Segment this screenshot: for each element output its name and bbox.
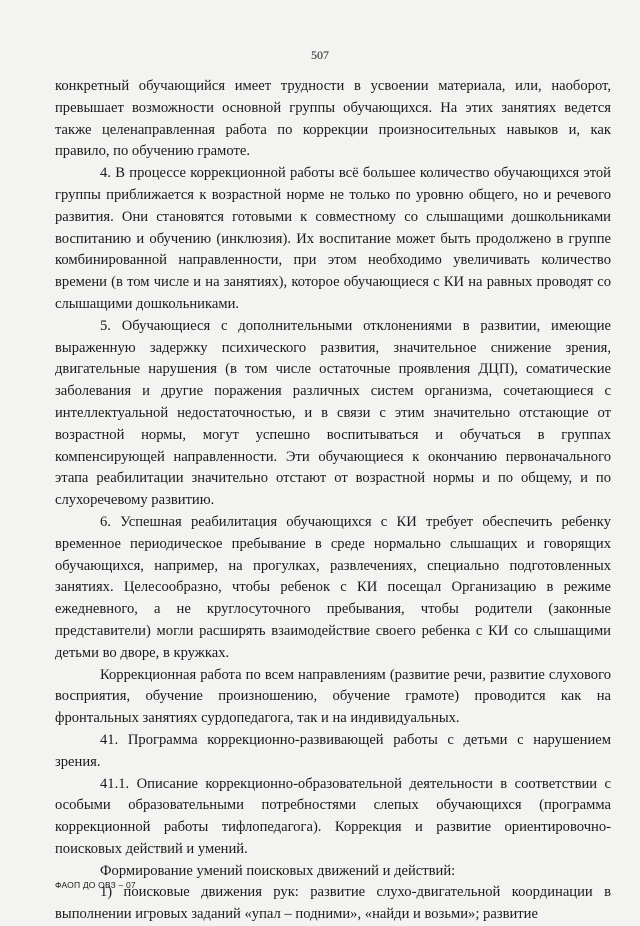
paragraph-section-41: 41. Программа коррекционно-развивающей работы с детьми с нарушением зрения. xyxy=(55,731,611,770)
paragraph-correction-work: Коррекционная работа по всем направлениям (развитие речи, развитие слухового восприятия, обучение произношению, обучение грамоте) проводится как на фронтальных занятиях сурдопедагога, так и на индивидуальных. xyxy=(55,666,611,727)
paragraph-item-5: 5. Обучающиеся с дополнительными отклонениями в развитии, имеющие выраженную задержку психического развития, значительное снижение зрения, двигательные нарушения (в том числе остаточные проявления ДЦП), соматические заболевания и другие поражения различных систем организма, сочетающиеся с интеллектуальной недостаточностью, и в связи с этим значительно отстающие от возрастной нормы, могут успешно воспитываться и обучаться в группах компенсирующей направленности. Эти обучающиеся к окончанию первоначального этапа реабилитации значительно отстают от возрастной нормы и по общему, и по слухоречевому развитию. xyxy=(55,317,611,509)
paragraph-search-skills: Формирование умений поисковых движений и действий: xyxy=(100,862,456,879)
paragraph-section-41-1: 41.1. Описание коррекционно-образовательной деятельности в соответствии с особыми образовательными потребностями слепых обучающихся (программа коррекционной работы тифлопедагога). Коррекция и развитие ориентировочно-поисковых действий и умений. xyxy=(55,775,611,857)
paragraph-item-4: 4. В процессе коррекционной работы всё большее количество обучающихся этой группы приближается к возрастной норме не только по уровню общего, но и речевого развития. Они становятся готовыми к совместному со слышащими дошкольниками воспитанию и обучению (инклюзия). Их воспитание может быть продолжено в группе комбинированной направленности, при этом необходимо увеличивать количество времени (в том числе и на занятиях), которое обучающиеся с КИ на равных проводят со слышащими дошкольниками. xyxy=(55,165,611,312)
paragraph-continuation: конкретный обучающийся имеет трудности в усвоении материала, или, наоборот, превышает возможности основной группы обучающихся. На этих занятиях ведется также целенаправленная работа по коррекции произносительных навыков и, как правило, по обучению грамоте. xyxy=(55,78,611,160)
paragraph-list-item-1: 1) поисковые движения рук: развитие слухо-двигательной координации в выполнении игровых заданий «упал – подними», «найди и возьми»; развитие xyxy=(55,884,611,923)
body-text xyxy=(55,76,611,926)
page-footer: ФАОП ДО ОВЗ – 07 xyxy=(55,880,136,890)
paragraph-item-6: 6. Успешная реабилитация обучающихся с КИ требует обеспечить ребенку временное периодическое пребывание в среде нормально слышащих и говорящих обучающихся, например, на прогулках, развлечениях, специально подготовленных занятиях. Целесообразно, чтобы ребенок с КИ посещал Организацию в режиме ежедневного, а не круглосуточного пребывания, чтобы родители (законные представители) могли расширять взаимодействие своего ребенка с КИ со слышащими детьми во дворе, в кружках. xyxy=(55,513,611,661)
page-number: 507 xyxy=(311,48,329,62)
